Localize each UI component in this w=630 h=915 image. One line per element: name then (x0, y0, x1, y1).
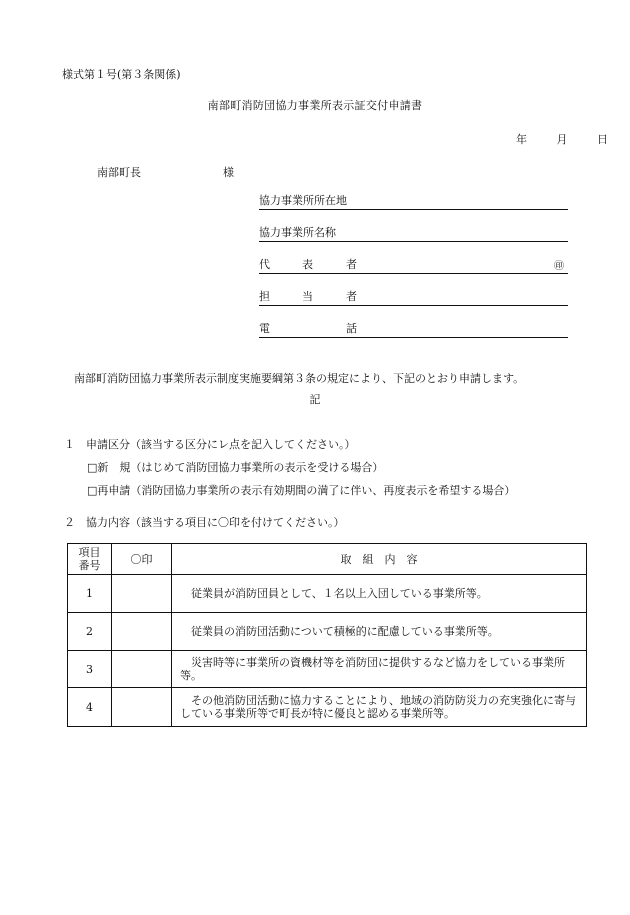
section2-heading: ２ 協力内容（該当する項目に〇印を付けてください。） (64, 516, 345, 529)
address-label: 協力事業所所在地 (259, 194, 347, 207)
date-day: 日 (597, 133, 608, 146)
mark-cell[interactable] (112, 613, 172, 651)
row-number: 2 (68, 613, 112, 651)
phone-field[interactable] (259, 321, 568, 338)
table-row (68, 688, 587, 727)
seal-mark: ㊞ (554, 261, 564, 272)
business-name-label: 協力事業所名称 (259, 226, 336, 239)
mark-cell[interactable] (112, 651, 172, 688)
addressee-name: 南部町長 (97, 166, 141, 179)
contact-person-label-2: 当 (302, 290, 313, 303)
representative-label-1: 代 (259, 258, 270, 271)
representative-label-3: 者 (346, 258, 357, 271)
contact-person-label-3: 者 (346, 290, 357, 303)
contact-person-label-1: 担 (259, 290, 270, 303)
table-header-row (68, 544, 587, 575)
form-number: 様式第１号(第３条関係) (62, 68, 181, 81)
phone-label-1: 電 (259, 322, 270, 335)
business-name-field[interactable] (259, 225, 568, 242)
row-number: 1 (68, 575, 112, 613)
table-row (68, 651, 587, 688)
contact-person-field[interactable] (259, 289, 568, 306)
date-line (490, 131, 608, 147)
header-mark: 〇印 (112, 544, 172, 575)
table-row (68, 575, 587, 613)
row-content: 災害時等に事業所の資機材等を消防団に提供するなど協力をしている事業所等。 (172, 651, 587, 688)
option-renew[interactable]: □再申請（消防団協力事業所の表示有効期間の満了に伴い、再度表示を希望する場合） (87, 484, 516, 497)
header-item-number-line2: 番号 (78, 559, 101, 572)
application-statement: 南部町消防団協力事業所表示制度実施要綱第３条の規定により、下記のとおり申請します。 (74, 372, 525, 385)
representative-label-2: 表 (302, 258, 313, 271)
date-month: 月 (556, 133, 568, 146)
row-content: その他消防団活動に協力することにより、地域の消防防災力の充実強化に寄与している事業所等で町長が特に優良と認める事業所等。 (172, 688, 587, 727)
address-field[interactable] (259, 193, 568, 210)
document-title: 南部町消防団協力事業所表示証交付申請書 (207, 99, 423, 112)
row-content: 従業員の消防団活動について積極的に配慮している事業所等。 (172, 613, 587, 651)
section1-heading: １ 申請区分（該当する区分にレ点を記入してください。） (64, 438, 356, 451)
addressee (97, 164, 234, 180)
option-new[interactable]: □新 規（はじめて消防団協力事業所の表示を受ける場合） (87, 461, 384, 474)
header-item-number-line1: 項目 (78, 546, 101, 559)
phone-label-2: 話 (346, 322, 357, 335)
row-number: 3 (68, 651, 112, 688)
mark-cell[interactable] (112, 688, 172, 727)
representative-field[interactable] (259, 257, 568, 274)
cooperation-table (67, 543, 587, 727)
table-row (68, 613, 587, 651)
row-number: 4 (68, 688, 112, 727)
date-year: 年 (516, 133, 527, 146)
addressee-honorific: 様 (223, 166, 234, 179)
header-item-number (68, 544, 112, 575)
header-content: 取 組 内 容 (172, 544, 587, 575)
ki-heading: 記 (309, 393, 321, 406)
mark-cell[interactable] (112, 575, 172, 613)
row-content: 従業員が消防団員として、１名以上入団している事業所等。 (172, 575, 587, 613)
